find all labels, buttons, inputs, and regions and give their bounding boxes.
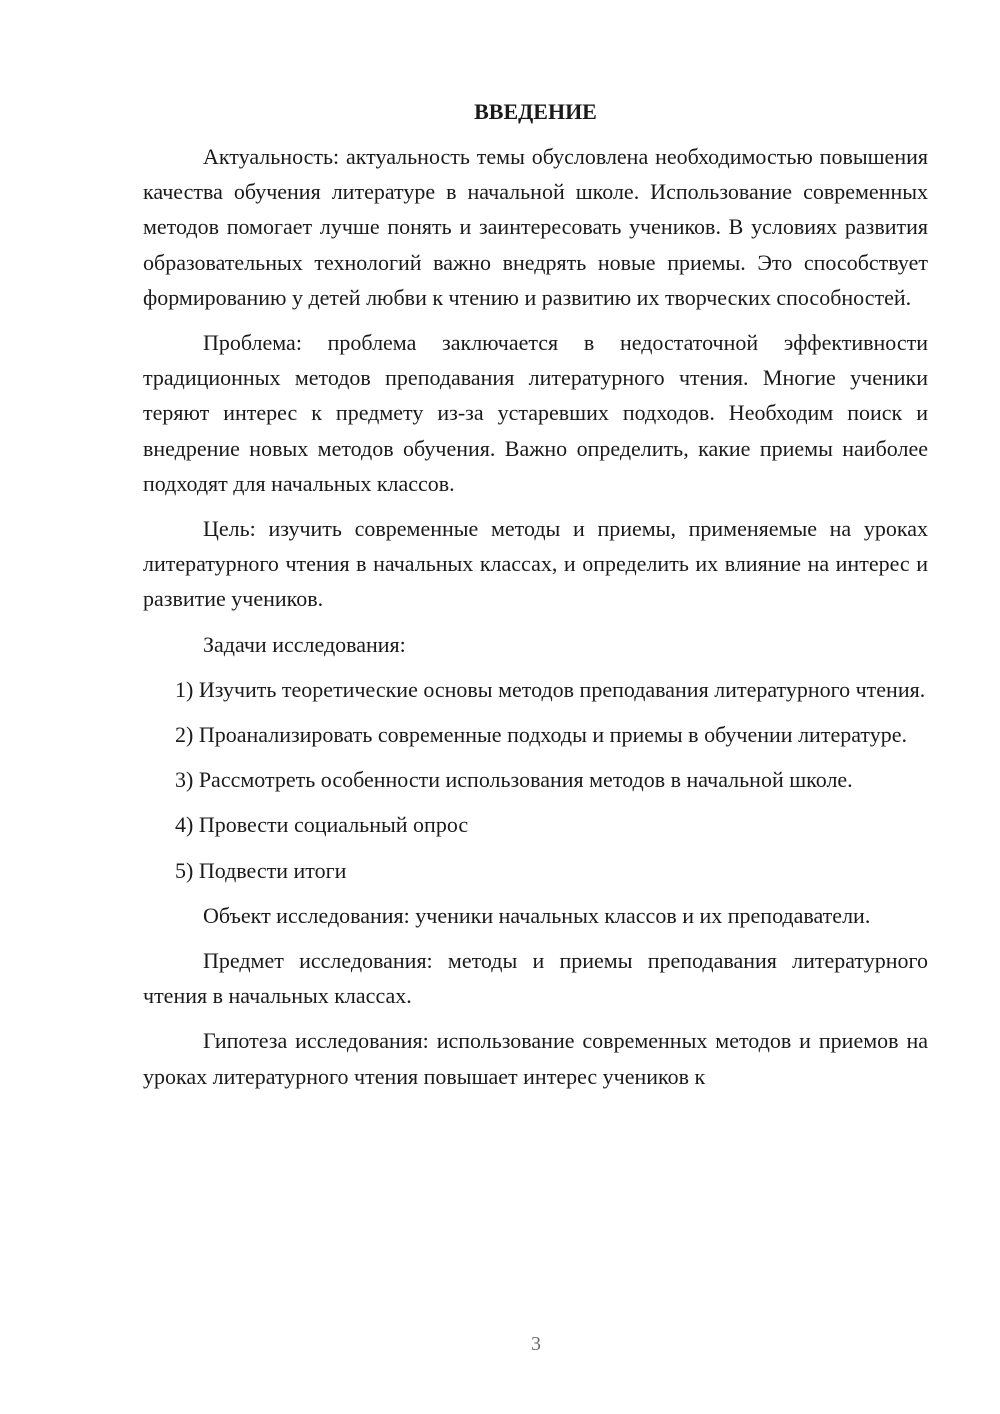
task-item-4: 4) Провести социальный опрос	[175, 812, 469, 838]
task-item-5: 5) Подвести итоги	[175, 857, 347, 883]
section-title: ВВЕДЕНИЕ	[474, 99, 597, 124]
tasks-heading: Задачи исследования:	[203, 631, 406, 657]
page-content	[143, 94, 928, 1094]
task-item-1: 1) Изучить теоретические основы методов преподавания литературного чтения.	[175, 676, 926, 702]
paragraph-problem: Проблема: проблема заключается в недостаточной эффективности традиционных методов преподавания литературного чтения. Многие ученики теряют интерес к предмету из-за устаревших подходов. Необходим поиск и внедрение новых методов обучения. Важно определить, какие приемы наиболее подходят для начальных классов.	[143, 330, 928, 496]
task-item-2: 2) Проанализировать современные подходы и приемы в обучении литературе.	[175, 722, 907, 748]
paragraph-subject: Предмет исследования: методы и приемы преподавания литературного чтения в начальных классах.	[143, 948, 928, 1009]
paragraph-relevance: Актуальность: актуальность темы обусловлена необходимостью повышения качества обучения литературе в начальной школе. Использование современных методов помогает лучше понять и заинтересовать учеников. В условиях развития образовательных технологий важно внедрять новые приемы. Это способствует формированию у детей любви к чтению и развитию их творческих способностей.	[143, 144, 928, 310]
paragraph-object: Объект исследования: ученики начальных классов и их преподаватели.	[203, 902, 871, 928]
page-number: 3	[531, 1333, 541, 1355]
paragraph-hypothesis: Гипотеза исследования: использование современных методов и приемов на уроках литературного чтения повышает интерес учеников к	[143, 1028, 928, 1089]
paragraph-goal: Цель: изучить современные методы и приемы, применяемые на уроках литературного чтения в начальных классах, и определить их влияние на интерес и развитие учеников.	[143, 516, 928, 612]
task-item-3: 3) Рассмотреть особенности использования методов в начальной школе.	[175, 767, 853, 793]
